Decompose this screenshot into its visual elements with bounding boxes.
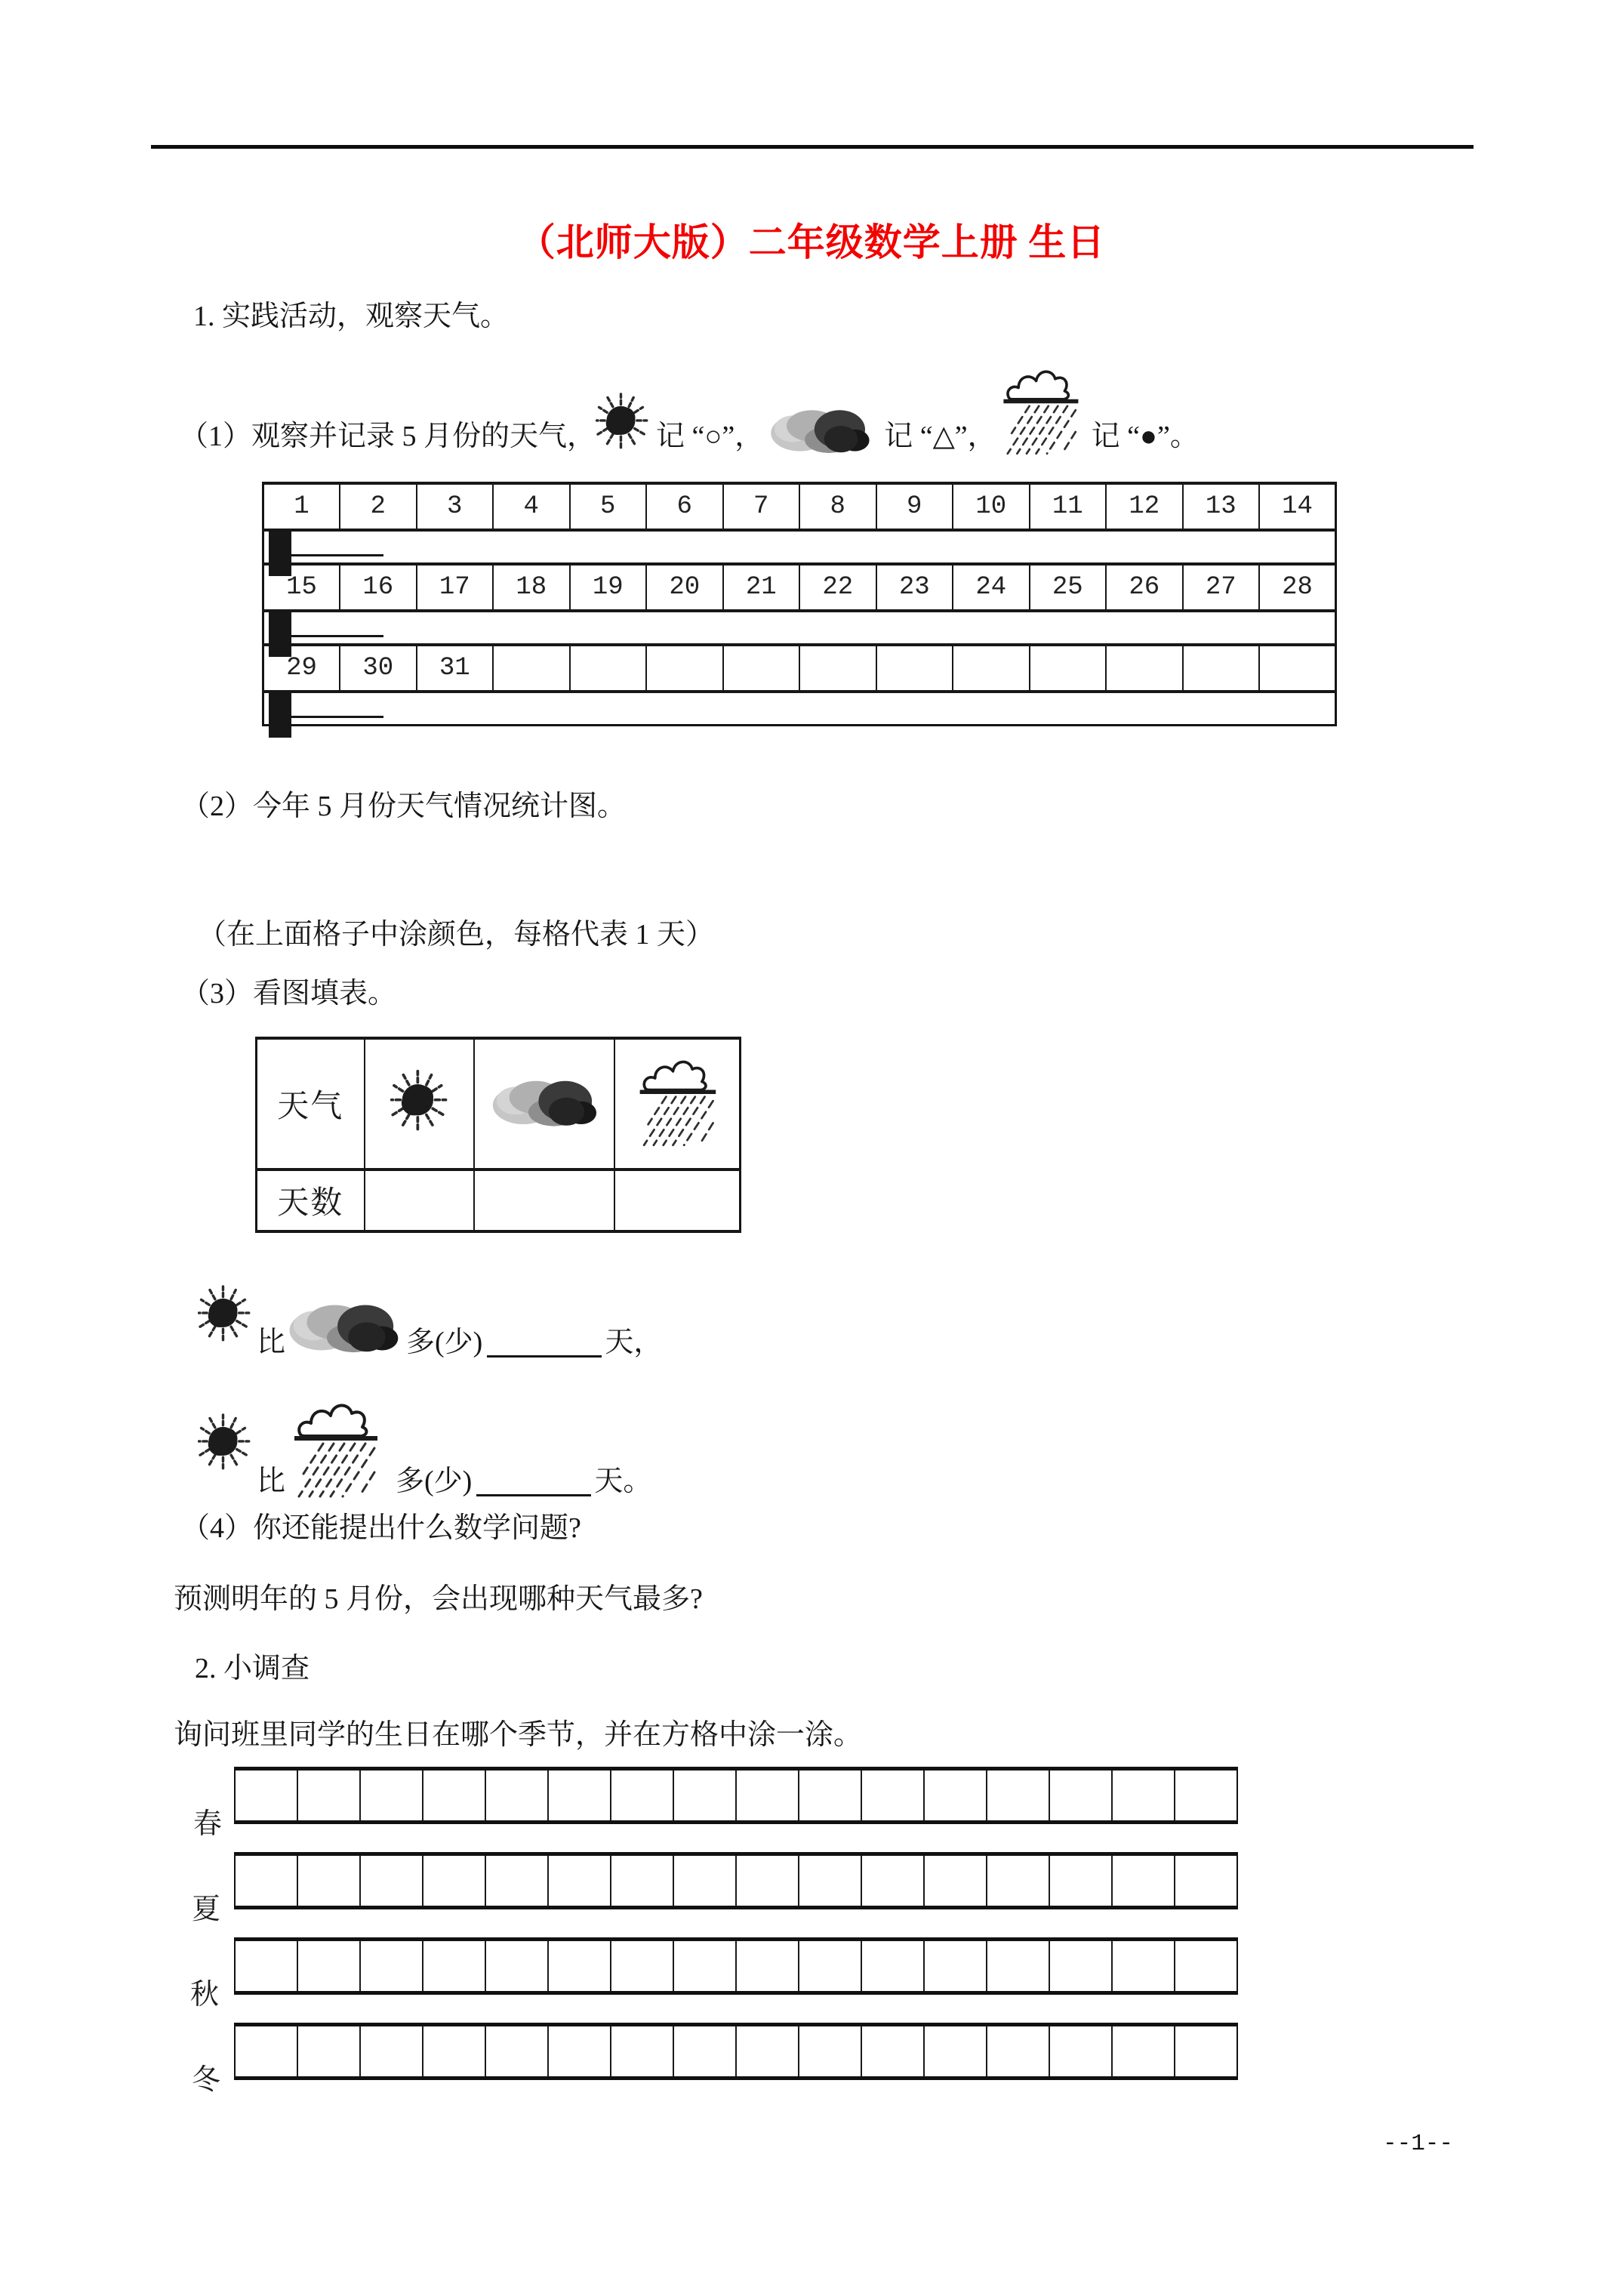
question-4-text: （4）你还能提出什么数学问题? [181,1512,581,1544]
page-title: （北师大版）二年级数学上册 生日 [517,221,1106,264]
season-label-spring: 春 [193,1808,223,1840]
calendar-cell [493,645,570,692]
calendar-cell: 2 [340,483,417,530]
calendar-cell: 17 [417,564,494,611]
calendar-cell: 21 [723,564,800,611]
season-grid-cell [674,1941,737,1991]
season-grid-cell [361,1856,423,1906]
season-grid-cell [236,2026,298,2076]
compare-sun-rain-row [198,1395,651,1502]
season-grid-cell [1113,2026,1175,2076]
season-grid-cell [1113,1856,1175,1906]
season-grid-cell [1175,1856,1236,1906]
rain-symbol-note: 记 “●”。 [1091,421,1199,453]
cloud-icon [287,1291,400,1364]
calendar-row [269,693,383,718]
calendar-cell: 23 [876,564,953,611]
season-grid-cell [862,1856,925,1906]
season-grid-cell [423,1941,486,1991]
season-grid-cell [987,1856,1050,1906]
sun-icon [198,1407,251,1480]
season-strip-winter [234,2023,1238,2080]
calendar-cell: 15 [263,564,340,611]
calendar-row [269,612,383,637]
weather-count-table [255,1037,741,1233]
season-grid-cell [737,1771,799,1820]
weather-row [257,1038,741,1170]
season-grid-cell [674,1771,737,1820]
calendar-cell: 14 [1259,483,1336,530]
sun-icon [390,1065,448,1140]
season-grid-cell [737,2026,799,2076]
season-grid-cell [236,1941,298,1991]
season-grid-cell [486,1941,549,1991]
compare1-tail-text: 天， [605,1327,663,1359]
season-label-winter: 冬 [192,2064,221,2096]
calendar-cell: 30 [340,645,417,692]
cloud-icon [488,1072,601,1133]
calendar-cell [723,645,800,692]
season-grid-cell [1113,1771,1175,1820]
season-grid-cell [987,2026,1050,2076]
calendar-row [269,532,383,556]
compare2-answer-blank [476,1472,591,1496]
cloud-symbol-note: 记 “△”， [884,421,996,453]
calendar-cell: 7 [723,483,800,530]
sun-symbol-note: 记 “○”， [656,421,764,453]
season-grid-cell [361,1771,423,1820]
season-grid-cell [862,2026,925,2076]
season-grid-cell [298,1856,361,1906]
rain-icon [996,364,1084,459]
season-grid-cell [674,1856,737,1906]
season-grid-cell [361,2026,423,2076]
calendar-cell [799,645,876,692]
calendar-cell [289,533,291,575]
compare2-bi-text: 比 [257,1465,286,1498]
calendar-cell: 1 [263,483,340,530]
compare-sun-cloud-row [198,1270,662,1364]
season-grid-cell [987,1941,1050,1991]
season-grid-cell [611,1856,674,1906]
season-grid-cell [423,1771,486,1820]
calendar-row [263,564,1336,611]
season-grid-cell [925,1771,987,1820]
calendar-cell: 3 [417,483,494,530]
question-1-heading: 1. 实践活动，观察天气。 [193,300,510,332]
may-calendar-table [262,482,1337,726]
calendar-cell: 12 [1106,483,1183,530]
calendar-cell [1106,645,1183,692]
header-rule [151,145,1474,149]
weather-cloud-cell [474,1038,614,1170]
calendar-cell: 26 [1106,564,1183,611]
calendar-cell: 28 [1259,564,1336,611]
season-grid-cell [298,2026,361,2076]
season-grid-cell [549,1771,611,1820]
season-grid-cell [361,1941,423,1991]
calendar-cell [646,645,723,692]
season-grid-cell [1113,1941,1175,1991]
days-sun-blank-cell [365,1170,474,1231]
season-grid-cell [549,2026,611,2076]
calendar-cell: 18 [493,564,570,611]
season-grid-cell [862,1771,925,1820]
calendar-cell: 27 [1183,564,1260,611]
season-grid-cell [1050,1856,1113,1906]
calendar-cell: 31 [417,645,494,692]
season-grid-cell [423,1856,486,1906]
season-grid-cell [799,2026,862,2076]
season-label-summer: 夏 [192,1894,221,1925]
season-label-autumn: 秋 [190,1979,220,2011]
calendar-cell [1183,645,1260,692]
calendar-cell [289,614,291,655]
days-row-header: 天数 [257,1170,365,1231]
season-grid-cell [674,2026,737,2076]
rain-icon [633,1054,721,1151]
calendar-cell: 6 [646,483,723,530]
calendar-cell [1259,645,1336,692]
weather-sun-cell [365,1038,474,1170]
calendar-cell [1030,645,1107,692]
calendar-cell: 4 [493,483,570,530]
season-strip-summer [234,1852,1238,1909]
calendar-cell: 16 [340,564,417,611]
season-grid-cell [862,1941,925,1991]
compare1-answer-blank [487,1333,602,1358]
season-strip-spring [234,1767,1238,1824]
season-grid-cell [549,1856,611,1906]
sun-icon [596,387,648,459]
compare1-duo-text: 多(少) [406,1327,483,1359]
season-grid-cell [236,1856,298,1906]
season-grid-cell [925,2026,987,2076]
question-3-text: （3）看图填表。 [181,978,397,1009]
season-grid-cell [236,1771,298,1820]
season-grid-cell [1175,1771,1236,1820]
calendar-cell: 25 [1030,564,1107,611]
season-grid-cell [799,1941,862,1991]
calendar-cell: 8 [799,483,876,530]
days-row [257,1170,741,1231]
compare2-tail-text: 天。 [594,1465,652,1498]
season-strip-cells [236,1856,1236,1906]
compare1-bi-text: 比 [257,1327,286,1359]
page-number: --1-- [1383,2131,1454,2157]
season-grid-cell [1050,2026,1113,2076]
season-strip-cells [236,1771,1236,1820]
days-cloud-blank-cell [474,1170,614,1231]
season-grid-cell [611,1771,674,1820]
calendar-cell: 5 [570,483,647,530]
season-grid-cell [486,1856,549,1906]
season-grid-cell [486,2026,549,2076]
days-rain-blank-cell [614,1170,741,1231]
season-grid-cell [737,1856,799,1906]
sun-icon [198,1279,251,1351]
season-grid-cell [611,1941,674,1991]
season-strip-cells [236,1941,1236,1991]
season-grid-cell [737,1941,799,1991]
season-grid-cell [987,1771,1050,1820]
season-grid-cell [925,1856,987,1906]
calendar-cell: 11 [1030,483,1107,530]
season-grid-cell [549,1941,611,1991]
season-grid-cell [611,2026,674,2076]
calendar-cell [876,645,953,692]
season-strip-autumn [234,1937,1238,1995]
calendar-cell: 13 [1183,483,1260,530]
calendar-cell: 19 [570,564,647,611]
predict-text: 预测明年的 5 月份，会出现哪种天气最多? [174,1583,703,1615]
rain-icon [287,1397,383,1502]
calendar-row [263,483,1336,530]
survey-instruction-text: 询问班里同学的生日在哪个季节，并在方格中涂一涂。 [174,1719,863,1751]
question-2-heading: 2. 小调查 [195,1653,310,1684]
season-grid-cell [1175,2026,1236,2076]
calendar-cell [953,645,1030,692]
season-grid-cell [1050,1771,1113,1820]
calendar-cell: 29 [263,645,340,692]
question-2-note: （在上面格子中涂颜色，每格代表 1 天） [198,919,715,951]
weather-row-header: 天气 [257,1038,365,1170]
season-grid-cell [1050,1941,1113,1991]
season-grid-cell [799,1771,862,1820]
calendar-cell: 22 [799,564,876,611]
season-grid-cell [799,1856,862,1906]
season-strip-cells [236,2026,1236,2076]
calendar-row [263,645,1336,692]
calendar-cell: 24 [953,564,1030,611]
q1-prefix-text: （1）观察并记录 5 月份的天气， [180,421,596,453]
calendar-cell [570,645,647,692]
season-grid-cell [925,1941,987,1991]
calendar-cell: 20 [646,564,723,611]
season-grid-cell [486,1771,549,1820]
season-grid-cell [1175,1941,1236,1991]
season-grid-cell [298,1771,361,1820]
cloud-icon [763,402,876,459]
season-grid-cell [423,2026,486,2076]
weather-legend-row [180,355,1199,459]
question-2-text: （2）今年 5 月份天气情况统计图。 [181,791,627,822]
compare2-duo-text: 多(少) [396,1465,473,1498]
calendar-cell: 9 [876,483,953,530]
calendar-cell: 10 [953,483,1030,530]
calendar-cell [289,695,291,736]
season-grid-cell [298,1941,361,1991]
weather-rain-cell [614,1038,741,1170]
